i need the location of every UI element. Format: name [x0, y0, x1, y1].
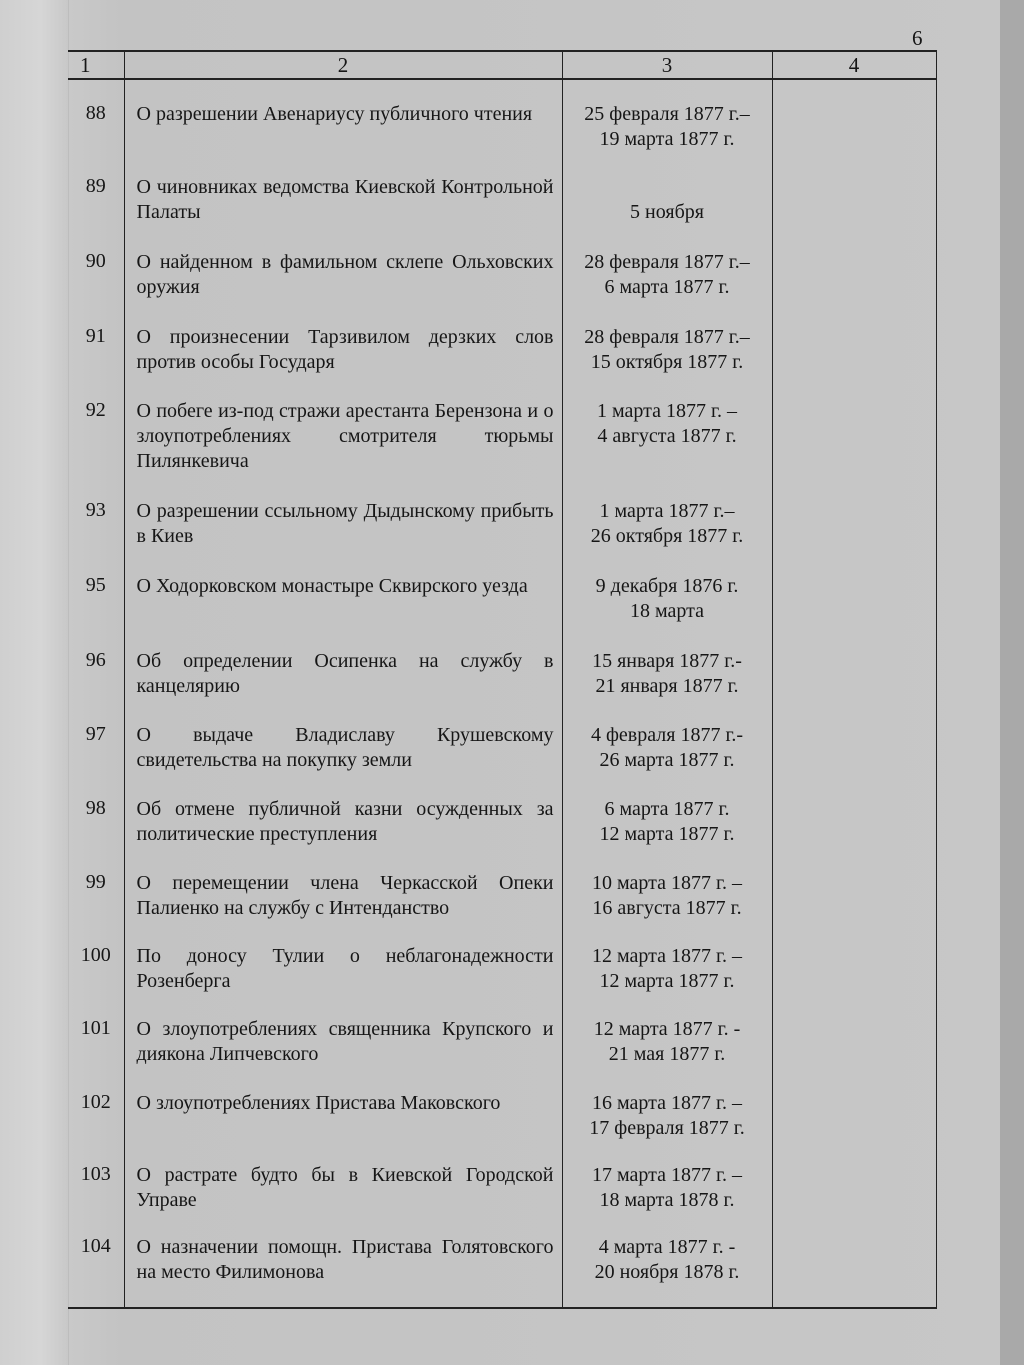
record-notes — [772, 79, 936, 153]
table-row — [68, 995, 936, 1069]
record-dates — [562, 775, 772, 849]
date-end: 16 августа 1877 г. — [592, 897, 742, 919]
record-title: О Ходорковском монастыре Сквирского уезда — [124, 552, 562, 627]
date-end: 4 августа 1877 г. — [597, 425, 737, 447]
table-row — [68, 627, 936, 701]
date-end: 18 марта 1878 г. — [599, 1189, 735, 1211]
table-row — [68, 228, 936, 303]
table-row — [68, 377, 936, 477]
date-start: 12 марта 1877 г. – — [592, 945, 742, 967]
date-end: 5 ноября — [630, 201, 704, 223]
date-end: 19 марта 1877 г. — [599, 128, 735, 150]
header-col-3: 3 — [562, 51, 772, 79]
date-start: 12 марта 1877 г. - — [593, 1018, 741, 1040]
date-start: 6 марта 1877 г. — [604, 798, 730, 820]
record-number: 88 — [68, 79, 124, 153]
record-notes — [772, 552, 936, 627]
record-notes — [772, 1213, 936, 1308]
date-end: 12 марта 1877 г. — [599, 970, 735, 992]
table-row — [68, 922, 936, 995]
table-row — [68, 1069, 936, 1141]
record-notes — [772, 775, 936, 849]
record-dates — [562, 922, 772, 995]
record-title: О чиновниках ведомства Киевской Контрольной Палаты — [124, 153, 562, 228]
date-end: 6 марта 1877 г. — [604, 276, 730, 298]
date-start: 9 декабря 1876 г. — [595, 575, 739, 597]
date-end: 15 октября 1877 г. — [590, 351, 744, 373]
record-title: О разрешении Авенариусу публичного чтения — [124, 79, 562, 153]
table-row — [68, 1213, 936, 1308]
record-notes — [772, 627, 936, 701]
record-notes — [772, 153, 936, 228]
record-notes — [772, 228, 936, 303]
date-end: 20 ноября 1878 г. — [594, 1261, 740, 1283]
date-end: 18 марта — [630, 600, 704, 622]
date-end: 26 октября 1877 г. — [590, 525, 744, 547]
record-notes — [772, 303, 936, 377]
record-dates — [562, 701, 772, 775]
header-col-2: 2 — [124, 51, 562, 79]
date-end: 21 января 1877 г. — [595, 675, 739, 697]
record-notes — [772, 995, 936, 1069]
record-title: О перемещении члена Черкасской Опеки Палиенко на службу с Интенданство — [124, 849, 562, 922]
record-dates — [562, 1141, 772, 1213]
table-row — [68, 477, 936, 552]
record-title: Об определении Осипенка на службу в канцелярию — [124, 627, 562, 701]
record-title: О растрате будто бы в Киевской Городской Управе — [124, 1141, 562, 1213]
record-dates — [562, 79, 772, 153]
record-dates — [562, 995, 772, 1069]
record-dates — [562, 377, 772, 477]
record-notes — [772, 922, 936, 995]
record-title: О злоупотреблениях священника Крупского и диякона Липчевского — [124, 995, 562, 1069]
record-title: О злоупотреблениях Пристава Маковского — [124, 1069, 562, 1141]
record-notes — [772, 1141, 936, 1213]
record-number: 103 — [68, 1141, 124, 1213]
record-title: О найденном в фамильном склепе Ольховских оружия — [124, 228, 562, 303]
table-row — [68, 1141, 936, 1213]
date-start: 28 февраля 1877 г.– — [584, 326, 750, 348]
record-dates — [562, 303, 772, 377]
record-number: 102 — [68, 1069, 124, 1141]
record-number: 100 — [68, 922, 124, 995]
record-title: О назначении помощн. Пристава Голятовского на место Филимонова — [124, 1213, 562, 1308]
record-number: 96 — [68, 627, 124, 701]
record-dates — [562, 228, 772, 303]
date-start: 1 марта 1877 г.– — [599, 500, 735, 522]
record-title: О произнесении Тарзивилом дерзких слов против особы Государя — [124, 303, 562, 377]
page-number: 6 — [912, 26, 923, 50]
record-notes — [772, 477, 936, 552]
record-number: 95 — [68, 552, 124, 627]
record-notes — [772, 1069, 936, 1141]
record-number: 92 — [68, 377, 124, 477]
record-number: 98 — [68, 775, 124, 849]
record-notes — [772, 849, 936, 922]
background-surface — [1000, 0, 1024, 1365]
table-row — [68, 701, 936, 775]
table-row — [68, 303, 936, 377]
header-col-1: 1 — [68, 51, 124, 79]
record-number: 91 — [68, 303, 124, 377]
record-number: 104 — [68, 1213, 124, 1308]
date-start: 4 февраля 1877 г.- — [590, 724, 744, 746]
record-title: Об отмене публичной казни осужденных за политические преступления — [124, 775, 562, 849]
table-row — [68, 79, 936, 153]
record-number: 89 — [68, 153, 124, 228]
date-start: 28 февраля 1877 г.– — [584, 251, 750, 273]
record-number: 99 — [68, 849, 124, 922]
record-dates — [562, 1069, 772, 1141]
record-number: 101 — [68, 995, 124, 1069]
date-start — [563, 175, 772, 200]
date-start: 4 марта 1877 г. - — [598, 1236, 736, 1258]
table-row — [68, 849, 936, 922]
record-dates — [562, 849, 772, 922]
record-dates — [562, 1213, 772, 1308]
archive-register-table — [68, 50, 937, 1309]
date-end: 21 мая 1877 г. — [608, 1043, 726, 1065]
date-start: 15 января 1877 г.- — [592, 650, 742, 672]
record-dates — [562, 153, 772, 228]
record-title: О выдаче Владиславу Крушевскому свидетельства на покупку земли — [124, 701, 562, 775]
header-row — [68, 51, 936, 79]
record-dates — [562, 627, 772, 701]
date-end: 26 марта 1877 г. — [599, 749, 735, 771]
record-notes — [772, 377, 936, 477]
date-start: 17 марта 1877 г. – — [592, 1164, 742, 1186]
date-end: 17 февраля 1877 г. — [589, 1117, 745, 1139]
date-end: 12 марта 1877 г. — [599, 823, 735, 845]
record-number: 90 — [68, 228, 124, 303]
date-start: 1 марта 1877 г. – — [597, 400, 737, 422]
date-start: 16 марта 1877 г. – — [592, 1092, 742, 1114]
record-title: О побеге из-под стражи арестанта Берензона и о злоупотреблениях смотрителя тюрьмы Пилянкевича — [124, 377, 562, 477]
record-notes — [772, 701, 936, 775]
record-number: 97 — [68, 701, 124, 775]
record-dates — [562, 552, 772, 627]
table-row — [68, 775, 936, 849]
record-number: 93 — [68, 477, 124, 552]
header-col-4: 4 — [772, 51, 936, 79]
record-title: По доносу Тулии о неблагонадежности Розенберга — [124, 922, 562, 995]
record-dates — [562, 477, 772, 552]
date-start: 10 марта 1877 г. – — [592, 872, 742, 894]
adjacent-page-edge — [0, 0, 69, 1365]
table-row — [68, 153, 936, 228]
record-title: О разрешении ссыльному Дыдынскому прибыть в Киев — [124, 477, 562, 552]
table-row — [68, 552, 936, 627]
date-start: 25 февраля 1877 г.– — [584, 103, 750, 125]
